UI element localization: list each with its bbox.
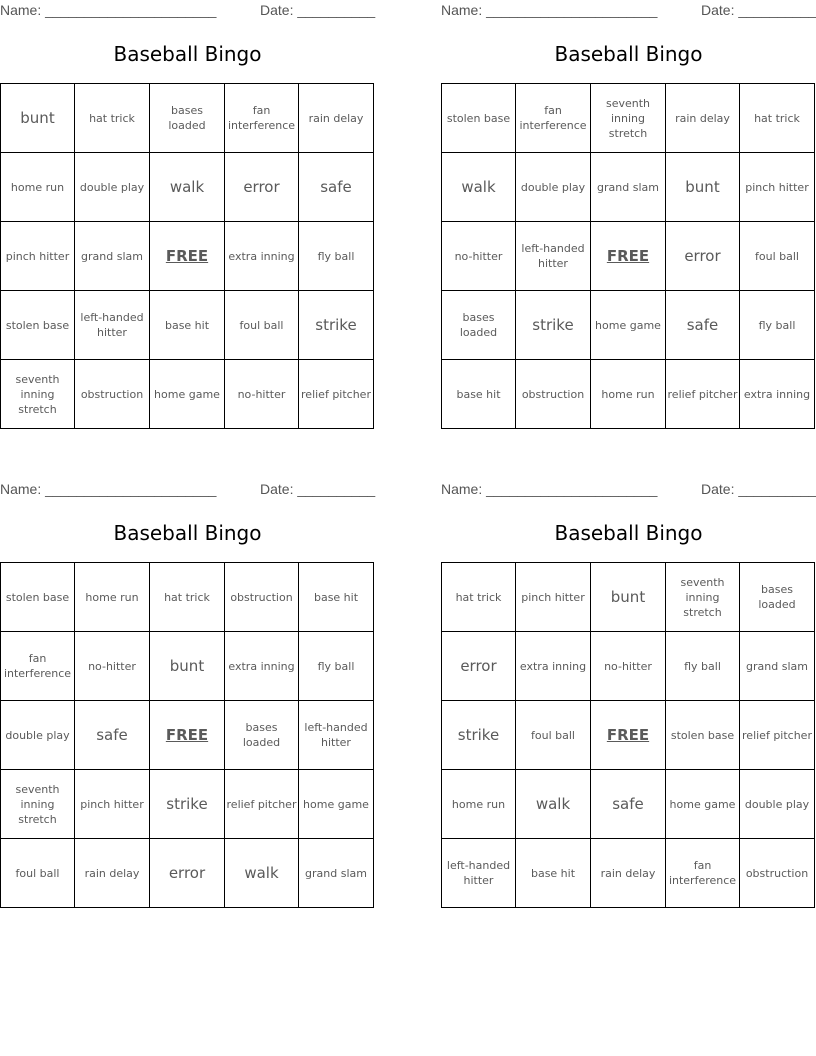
bingo-cell: seventh inning stretch <box>1 360 75 429</box>
bingo-cell: bunt <box>591 563 666 632</box>
bingo-cell: no-hitter <box>591 632 666 701</box>
bingo-cell: relief pitcher <box>225 770 299 839</box>
bingo-cell: safe <box>75 701 150 770</box>
bingo-cell: bases loaded <box>150 84 225 153</box>
date-field-label: Date: __________ <box>701 2 816 18</box>
name-field-label: Name: ______________________ <box>0 481 217 497</box>
bingo-cell: seventh inning stretch <box>666 563 740 632</box>
bingo-cell: fan interference <box>516 84 591 153</box>
bingo-cell: home run <box>1 153 75 222</box>
bingo-cell: rain delay <box>299 84 374 153</box>
bingo-cell: bunt <box>1 84 75 153</box>
card-title: Baseball Bingo <box>554 521 703 545</box>
bingo-cell: no-hitter <box>442 222 516 291</box>
bingo-cell: hat trick <box>75 84 150 153</box>
bingo-cell: extra inning <box>516 632 591 701</box>
bingo-cell: obstruction <box>740 839 815 908</box>
bingo-cell: stolen base <box>666 701 740 770</box>
bingo-cell: extra inning <box>225 222 299 291</box>
bingo-cell: foul ball <box>516 701 591 770</box>
bingo-cell: fly ball <box>740 291 815 360</box>
bingo-card-3 <box>0 479 375 912</box>
bingo-cell: foul ball <box>740 222 815 291</box>
bingo-cell: grand slam <box>299 839 374 908</box>
bingo-cell: pinch hitter <box>740 153 815 222</box>
bingo-cell: strike <box>442 701 516 770</box>
bingo-cell: hat trick <box>150 563 225 632</box>
bingo-cell: grand slam <box>591 153 666 222</box>
bingo-cell: left-handed hitter <box>299 701 374 770</box>
bingo-cell: error <box>225 153 299 222</box>
card-title: Baseball Bingo <box>113 42 262 66</box>
bingo-cell: home run <box>75 563 150 632</box>
bingo-cell: bases loaded <box>442 291 516 360</box>
bingo-grid <box>441 83 815 429</box>
bingo-cell: safe <box>591 770 666 839</box>
bingo-cell: base hit <box>442 360 516 429</box>
bingo-cell: extra inning <box>740 360 815 429</box>
bingo-cell: error <box>150 839 225 908</box>
name-field-label: Name: ______________________ <box>0 2 217 18</box>
bingo-cell: left-handed hitter <box>75 291 150 360</box>
bingo-cell: extra inning <box>225 632 299 701</box>
bingo-cell: home run <box>591 360 666 429</box>
bingo-cell: bunt <box>666 153 740 222</box>
name-field-label: Name: ______________________ <box>441 481 658 497</box>
bingo-cell: hat trick <box>442 563 516 632</box>
bingo-cell: walk <box>442 153 516 222</box>
card-title: Baseball Bingo <box>554 42 703 66</box>
bingo-cell: safe <box>666 291 740 360</box>
date-field-label: Date: __________ <box>260 2 376 18</box>
bingo-cell: base hit <box>299 563 374 632</box>
bingo-cell: stolen base <box>442 84 516 153</box>
bingo-grid <box>0 562 374 908</box>
bingo-cell: rain delay <box>591 839 666 908</box>
bingo-cell: safe <box>299 153 374 222</box>
bingo-cell: relief pitcher <box>299 360 374 429</box>
bingo-grid <box>0 83 374 429</box>
bingo-cell: fly ball <box>299 222 374 291</box>
bingo-cell: home game <box>591 291 666 360</box>
bingo-cell: error <box>442 632 516 701</box>
bingo-cell: seventh inning stretch <box>591 84 666 153</box>
bingo-cell: obstruction <box>75 360 150 429</box>
free-space-cell: FREE <box>591 701 666 770</box>
bingo-card-1 <box>0 0 375 433</box>
bingo-cell: double play <box>75 153 150 222</box>
bingo-cell: home run <box>442 770 516 839</box>
bingo-cell: stolen base <box>1 563 75 632</box>
bingo-cell: base hit <box>150 291 225 360</box>
bingo-cell: double play <box>516 153 591 222</box>
name-field-label: Name: ______________________ <box>441 2 658 18</box>
bingo-cell: walk <box>225 839 299 908</box>
bingo-cell: home game <box>666 770 740 839</box>
bingo-cell: error <box>666 222 740 291</box>
bingo-grid <box>441 562 815 908</box>
bingo-cell: foul ball <box>1 839 75 908</box>
bingo-cell: walk <box>150 153 225 222</box>
bingo-cell: pinch hitter <box>516 563 591 632</box>
bingo-cell: pinch hitter <box>1 222 75 291</box>
bingo-cell: fan interference <box>225 84 299 153</box>
bingo-cell: foul ball <box>225 291 299 360</box>
bingo-cell: left-handed hitter <box>516 222 591 291</box>
date-field-label: Date: __________ <box>701 481 816 497</box>
bingo-cell: rain delay <box>666 84 740 153</box>
bingo-cell: obstruction <box>516 360 591 429</box>
bingo-cell: double play <box>1 701 75 770</box>
bingo-cell: fly ball <box>299 632 374 701</box>
bingo-cell: base hit <box>516 839 591 908</box>
card-title: Baseball Bingo <box>113 521 262 545</box>
bingo-cell: grand slam <box>75 222 150 291</box>
bingo-cell: fan interference <box>666 839 740 908</box>
bingo-cell: strike <box>299 291 374 360</box>
bingo-cell: bases loaded <box>740 563 815 632</box>
bingo-cell: bunt <box>150 632 225 701</box>
bingo-cell: double play <box>740 770 815 839</box>
free-space-cell: FREE <box>150 701 225 770</box>
bingo-cell: grand slam <box>740 632 815 701</box>
bingo-cell: fly ball <box>666 632 740 701</box>
bingo-cell: relief pitcher <box>740 701 815 770</box>
bingo-cell: hat trick <box>740 84 815 153</box>
bingo-cell: home game <box>150 360 225 429</box>
free-space-cell: FREE <box>150 222 225 291</box>
bingo-cell: left-handed hitter <box>442 839 516 908</box>
bingo-cell: walk <box>516 770 591 839</box>
bingo-cell: strike <box>150 770 225 839</box>
bingo-cell: no-hitter <box>75 632 150 701</box>
bingo-card-4 <box>441 479 816 912</box>
bingo-cell: stolen base <box>1 291 75 360</box>
bingo-cell: fan interference <box>1 632 75 701</box>
bingo-cell: bases loaded <box>225 701 299 770</box>
date-field-label: Date: __________ <box>260 481 376 497</box>
bingo-cell: rain delay <box>75 839 150 908</box>
bingo-cell: seventh inning stretch <box>1 770 75 839</box>
bingo-cell: home game <box>299 770 374 839</box>
bingo-cell: strike <box>516 291 591 360</box>
bingo-cell: obstruction <box>225 563 299 632</box>
bingo-cell: pinch hitter <box>75 770 150 839</box>
bingo-card-2 <box>441 0 816 433</box>
bingo-cell: no-hitter <box>225 360 299 429</box>
free-space-cell: FREE <box>591 222 666 291</box>
bingo-cell: relief pitcher <box>666 360 740 429</box>
